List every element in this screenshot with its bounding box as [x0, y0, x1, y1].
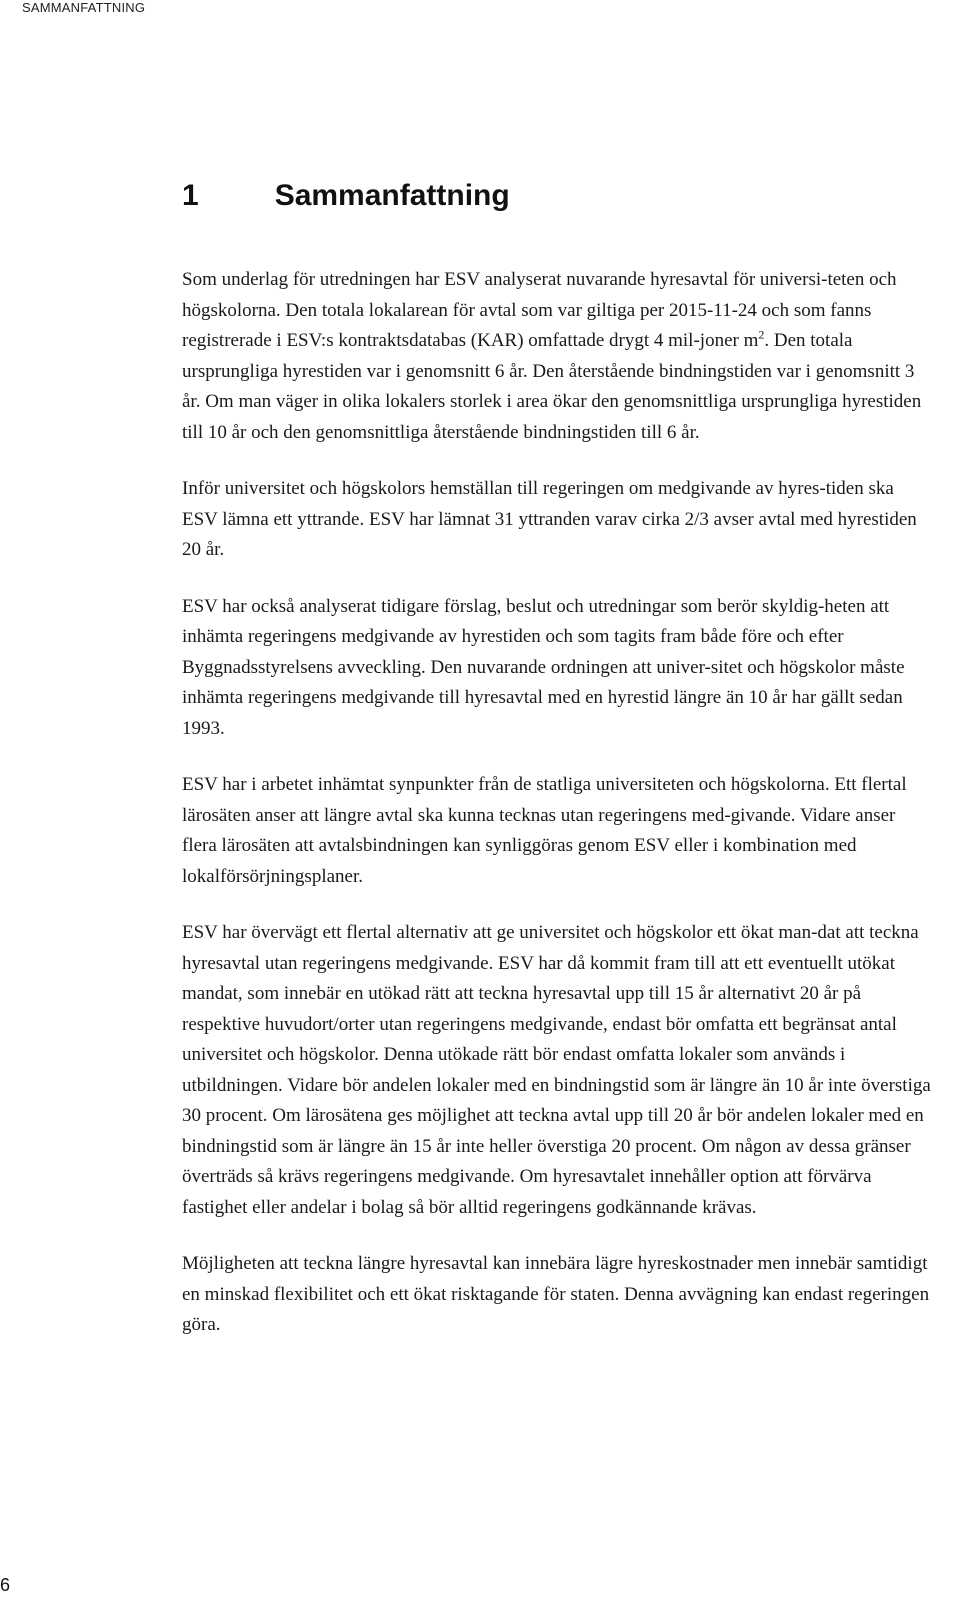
chapter-heading — [182, 176, 510, 216]
paragraph-1-part-a: Som underlag för utredningen har ESV analyserat nuvarande hyresavtal för universi-teten och högskolorna. Den totala lokalarean för avtal som var giltiga per 2015-11-24 och som fanns registrerade i ESV:s kontraktsdatabas (KAR) omfattade drygt 4 mil-joner m — [182, 269, 897, 351]
superscript-2: 2 — [758, 327, 765, 342]
paragraph-6: Möjligheten att teckna längre hyresavtal kan innebära lägre hyreskostnader men innebär samtidigt en minskad flexibilitet och ett ökat risktagande för staten. Denna avvägning kan endast regeringen göra. — [182, 1253, 930, 1335]
paragraph-1 — [182, 265, 932, 448]
paragraph-1-part-b: . Den totala ursprungliga hyrestiden var i genomsnitt 6 år. Den återstående bindningstiden var i genomsnitt 3 år. Om man väger in olika lokalers storlek i area ökar den genomsnittliga ursprungliga hyrestiden till 10 år och den genomsnittliga återstående bindningstiden till 6 år. — [182, 330, 922, 443]
page-number: 6 — [0, 1575, 11, 1595]
paragraph-5: ESV har övervägt ett flertal alternativ att ge universitet och högskolor ett ökat man-dat att teckna hyresavtal utan regeringens medgivande. ESV har då kommit fram till att ett eventuellt utökat mandat, som innebär en utökad rätt att teckna hyresavtal upp till 15 år alternativt 20 år på respektive huvudort/orter utan regeringens medgivande, endast bör omfatta ett begränsat antal universitet och högskolor. Denna utökade rätt bör endast omfatta lokaler som används i utbildningen. Vidare bör andelen lokaler med en bindningstid som är längre än 10 år inte överstiga 30 procent. Om lärosätena ges möjlighet att teckna avtal upp till 20 år bör andelen lokaler med en bindningstid som är längre än 15 år inte heller överstiga 20 procent. Om någon av dessa gränser överträds så krävs regeringens medgivande. Om hyresavtalet innehåller option att förvärva fastighet eller andelar i bolag så bör alltid regeringens godkännande krävas. — [182, 922, 931, 1218]
chapter-number: 1 — [182, 179, 199, 212]
paragraph-2: Inför universitet och högskolors hemställan till regeringen om medgivande av hyres-tiden ska ESV lämna ett yttrande. ESV har lämnat 31 yttranden varav cirka 2/3 avser avtal med hyrestiden 20 år. — [182, 478, 917, 560]
summary-body — [182, 265, 932, 1367]
running-header: SAMMANFATTNING — [22, 0, 146, 15]
paragraph-4: ESV har i arbetet inhämtat synpunkter från de statliga universiteten och högskolorna. Ett flertal lärosäten anser att längre avtal ska kunna tecknas utan regeringens med-givande. Vidare anser flera lärosäten att avtalsbindningen kan synliggöras genom ESV eller i kombination med lokalförsörjningsplaner. — [182, 774, 907, 887]
chapter-title: Sammanfattning — [274, 179, 510, 212]
paragraph-3: ESV har också analyserat tidigare förslag, beslut och utredningar som berör skyldig-heten att inhämta regeringens medgivande av hyrestiden och som tagits fram både före och efter Byggnadsstyrelsens avveckling. Den nuvarande ordningen att univer-sitet och högskolor måste inhämta regeringens medgivande till hyresavtal med en hyrestid längre än 10 år har gällt sedan 1993. — [182, 595, 905, 739]
